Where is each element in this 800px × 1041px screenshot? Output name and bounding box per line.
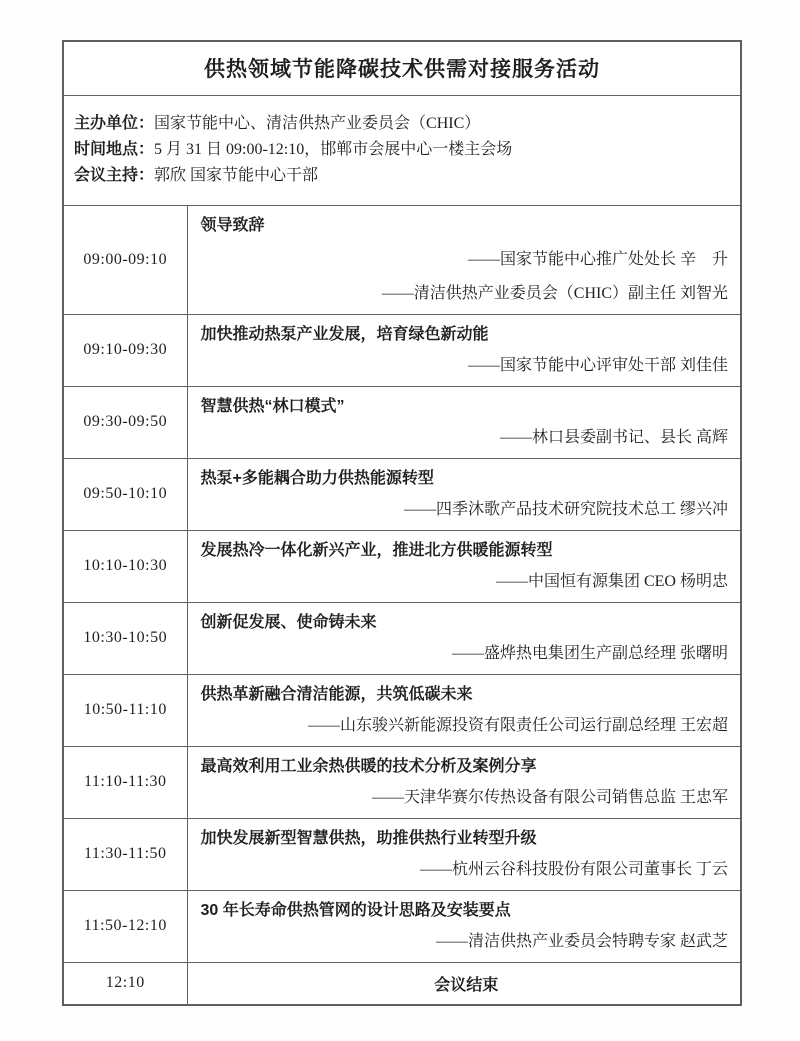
schedule-row [63,602,741,674]
time-slot: 11:30-11:50 [63,818,187,890]
session-cell [187,818,741,890]
session-speaker: ——清洁供热产业委员会特聘专家 赵武芝 [435,932,728,950]
session-cell [187,205,741,314]
session-speaker: ——四季沐歌产品技术研究院技术总工 缪兴冲 [403,500,728,518]
agenda-table [62,40,742,1006]
organizer-line [74,111,730,137]
time-slot: 09:50-10:10 [63,458,187,530]
session-cell [187,530,741,602]
session-speaker: ——盛烨热电集团生产副总经理 张曙明 [451,644,728,662]
session-cell [187,674,741,746]
session-speaker: ——国家节能中心推广处处长 辛 升 [467,250,728,268]
schedule-row [63,530,741,602]
time-slot: 09:00-09:10 [63,205,187,314]
time-slot: 09:10-09:30 [63,314,187,386]
host-label: 会议主持： [74,167,155,184]
time-slot: 12:10 [63,962,187,1005]
schedule-row-end [63,962,741,1005]
organizer-label: 主办单位： [74,115,155,132]
schedule-row [63,818,741,890]
time-slot: 09:30-09:50 [63,386,187,458]
session-title: 智慧供热“林口模式” [200,397,345,415]
document-title: 供热领域节能降碳技术供需对接服务活动 [63,41,741,95]
organizer-value: 国家节能中心、清洁供热产业委员会（CHIC） [154,115,481,132]
time-slot: 10:30-10:50 [63,602,187,674]
info-cell [63,95,741,205]
session-title: 30 年长寿命供热管网的设计思路及安装要点 [200,901,511,919]
schedule-row [63,314,741,386]
host-line [74,163,730,189]
session-title: 供热革新融合清洁能源，共筑低碳未来 [200,685,473,703]
schedule-row [63,205,741,314]
schedule-row [63,746,741,818]
session-title: 发展热冷一体化新兴产业，推进北方供暖能源转型 [200,541,553,559]
session-speaker: ——林口县委副书记、县长 高辉 [499,428,728,446]
session-title: 最高效利用工业余热供暖的技术分析及案例分享 [200,757,537,775]
session-speaker: ——山东骏兴新能源投资有限责任公司运行副总经理 王宏超 [307,716,728,734]
session-speaker: ——中国恒有源集团 CEO 杨明忠 [495,572,728,590]
session-title: 领导致辞 [200,216,265,234]
session-cell [187,314,741,386]
session-cell [187,458,741,530]
time-place-label: 时间地点： [74,141,155,158]
info-row [63,95,741,205]
time-slot: 10:50-11:10 [63,674,187,746]
schedule-row [63,890,741,962]
meeting-end-label: 会议结束 [187,962,741,1005]
time-slot: 10:10-10:30 [63,530,187,602]
schedule-row [63,674,741,746]
session-speaker: ——杭州云谷科技股份有限公司董事长 丁云 [419,860,728,878]
session-cell [187,746,741,818]
session-cell [187,890,741,962]
time-place-line [74,137,730,163]
session-cell [187,386,741,458]
host-value: 郭欣 国家节能中心干部 [154,167,319,184]
time-slot: 11:10-11:30 [63,746,187,818]
session-title: 加快推动热泵产业发展，培育绿色新动能 [200,325,489,343]
session-cell [187,602,741,674]
session-speaker: ——清洁供热产业委员会（CHIC）副主任 刘智光 [381,284,728,302]
title-row [63,41,741,95]
session-speaker: ——天津华赛尔传热设备有限公司销售总监 王忠军 [371,788,728,806]
session-speaker: ——国家节能中心评审处干部 刘佳佳 [467,356,728,374]
session-title: 热泵+多能耦合助力供热能源转型 [200,469,434,487]
session-title: 创新促发展、使命铸未来 [200,613,377,631]
schedule-row [63,458,741,530]
session-title: 加快发展新型智慧供热，助推供热行业转型升级 [200,829,537,847]
time-place-value: 5 月 31 日 09:00-12:10，邯郸市会展中心一楼主会场 [154,141,513,158]
time-slot: 11:50-12:10 [63,890,187,962]
schedule-row [63,386,741,458]
